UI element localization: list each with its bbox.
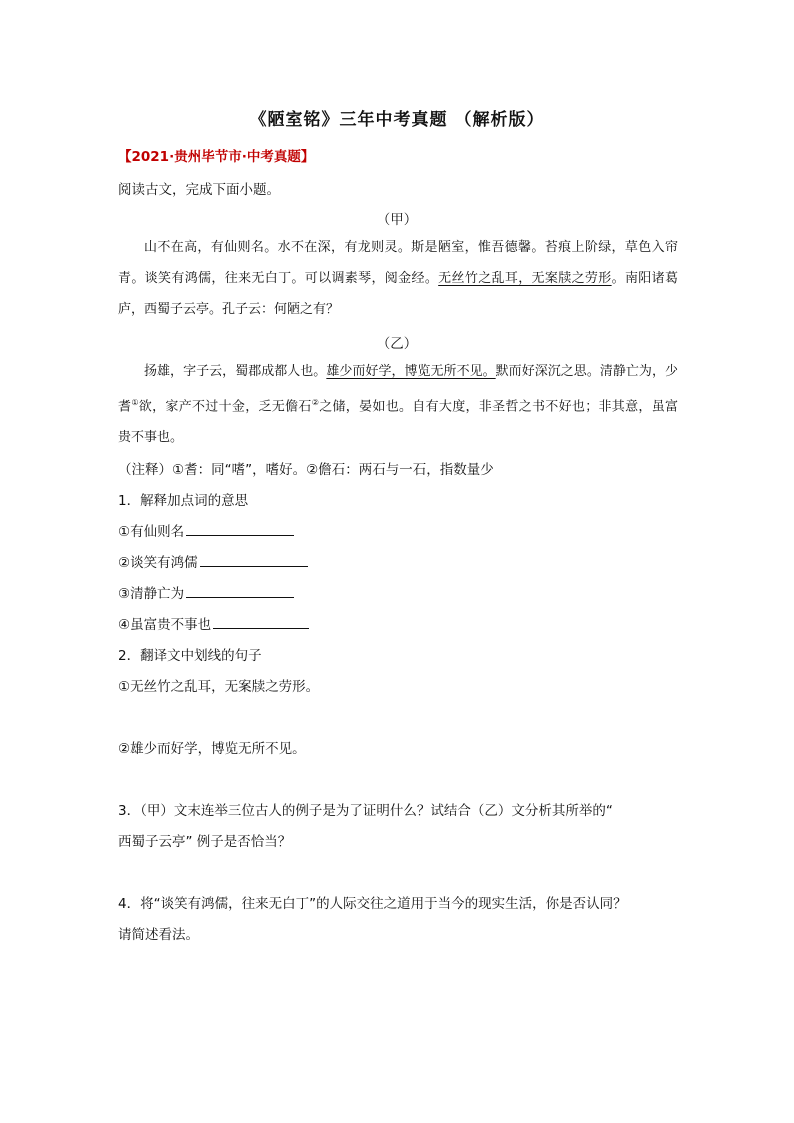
- passage-jia: [118, 232, 678, 325]
- question-4-line-2: 请简述看法。: [118, 927, 199, 943]
- question-2-item-1: ①无丝竹之乱耳，无案牍之劳形。: [118, 679, 320, 695]
- answer-blank: [200, 552, 308, 567]
- passage-yi-label: （乙）: [376, 336, 418, 352]
- passage-yi-text-4: 之储，晏如也。自有大度，非圣哲之书不好也；非其意，虽富贵不事也。: [118, 399, 678, 446]
- answer-blank: [186, 583, 294, 598]
- footnote-marker-2: ②: [311, 398, 320, 407]
- page-title: 《陋室铭》三年中考真题 （解析版）: [249, 110, 545, 130]
- question-1-item-1: ①有仙则名: [118, 520, 294, 540]
- question-1-item-2: ②谈笑有鸿儒: [118, 551, 308, 571]
- passage-yi-text: 扬雄，字子云，蜀郡成都人也。: [144, 364, 327, 379]
- source-tag: 【2021·贵州毕节市·中考真题】: [118, 149, 315, 165]
- passage-yi-text-3: 欲，家产不过十金，乏无儋石: [138, 399, 312, 415]
- passage-yi: [118, 356, 678, 453]
- question-1-item-3: ③清静亡为: [118, 582, 294, 602]
- question-3-line-2: 西蜀子云亭” 例子是否恰当？: [118, 834, 292, 850]
- annotation-note: （注释）①耆：同“嗜”，嗜好。②儋石：两石与一石，指数量少: [118, 462, 494, 478]
- question-2: 2．翻译文中划线的句子: [118, 648, 262, 664]
- question-2-item-2: ②雄少而好学，博览无所不见。: [118, 741, 306, 757]
- instruction: 阅读古文，完成下面小题。: [118, 182, 280, 198]
- footnote-marker-1: ①: [131, 398, 139, 407]
- underlined-sentence-1: 无丝竹之乱耳，无案牍之劳形: [438, 271, 612, 286]
- question-1-item-4: ④虽富贵不事也: [118, 613, 309, 633]
- passage-jia-text: 山不在高，有仙则名。水不在深，有龙则灵。斯是陋室，惟吾德馨。苔痕上阶绿，草色入帘青。谈笑有鸿儒，往来无白丁。可以调素琴，阅金经。: [118, 240, 678, 286]
- question-4-line-1: 4．将“谈笑有鸿儒，往来无白丁”的人际交往之道用于当今的现实生活，你是否认同？: [118, 896, 627, 912]
- answer-blank: [186, 521, 294, 536]
- passage-jia-label: （甲）: [376, 212, 418, 228]
- question-1: 1．解释加点词的意思: [118, 493, 249, 509]
- question-3-line-1: 3．（甲）文末连举三位古人的例子是为了证明什么？试结合（乙）文分析其所举的“: [118, 803, 613, 819]
- underlined-sentence-2: 雄少而好学，博览无所不见。: [326, 364, 496, 379]
- answer-blank: [213, 614, 309, 629]
- passage-jia-text-end: 。南阳诸葛庐，西蜀子云亭。孔子云：何陋之有？: [118, 271, 678, 317]
- passage-yi-text-2: 默而好深沉之思。清静亡为，少耆: [118, 364, 678, 415]
